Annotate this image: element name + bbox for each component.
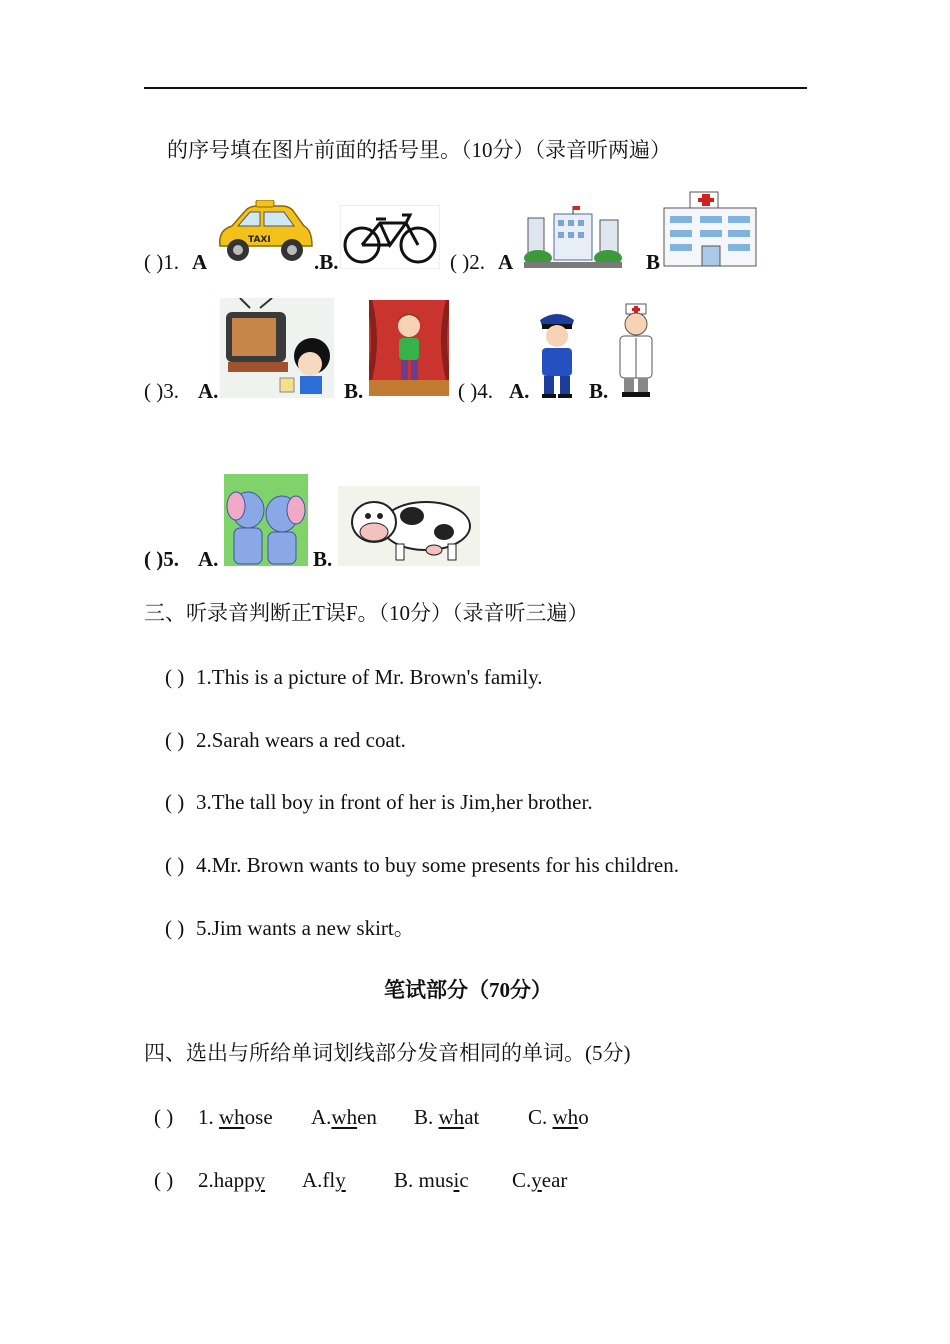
girl-singing-icon [369, 300, 449, 396]
s3-item3-text: 3.The tall boy in front of her is Jim,her brother. [196, 790, 593, 814]
q1-prefix: ( )1. [144, 250, 179, 274]
q2-prefix: ( )2. [450, 250, 485, 274]
s3-item2-text: 2.Sarah wears a red coat. [196, 728, 406, 752]
s4-q1-word: 1. whose [198, 1105, 273, 1129]
section4-title: 四、选出与所给单词划线部分发音相同的单词。(5分) [144, 1041, 631, 1065]
taxi-icon [212, 200, 316, 268]
q4-option-a: A. [509, 379, 530, 403]
q4-option-b: B. [589, 379, 609, 403]
city-buildings-icon [524, 206, 622, 268]
s3-item1-bracket: ( ) [165, 665, 185, 689]
q5-prefix: ( )5. [144, 547, 179, 571]
q3-prefix: ( )3. [144, 379, 179, 403]
q1-option-b: .B. [314, 250, 339, 274]
s3-item3-bracket: ( ) [165, 790, 185, 814]
doctor-icon [608, 302, 664, 398]
q5-option-b: B. [313, 547, 333, 571]
s4-q2-option-a: A.fly [302, 1168, 346, 1192]
s3-item5-bracket: ( ) [165, 916, 185, 940]
header-rule [144, 87, 807, 89]
s4-q2-bracket: ( ) [154, 1168, 174, 1192]
s3-item5-text: 5.Jim wants a new skirt。 [196, 916, 415, 940]
q3-option-b: B. [344, 379, 364, 403]
q2-option-b: B [646, 250, 661, 274]
s4-q2-option-c: C.year [512, 1168, 568, 1192]
hospital-icon [660, 190, 760, 268]
bicycle-icon [340, 205, 440, 269]
s4-q1-option-b: B. what [414, 1105, 480, 1129]
s3-item4-text: 4.Mr. Brown wants to buy some presents for his children. [196, 853, 679, 877]
written-part-title: 笔试部分（70分） [384, 978, 552, 1002]
section2-instruction: 的序号填在图片前面的括号里。（10分）（录音听两遍） [167, 138, 671, 162]
watching-tv-icon [220, 298, 334, 398]
s3-item2-bracket: ( ) [165, 728, 185, 752]
s4-q1-bracket: ( ) [154, 1105, 174, 1129]
q1-option-a: A [192, 250, 208, 274]
s4-q1-option-a: A.when [311, 1105, 377, 1129]
cow-icon [338, 486, 480, 566]
s3-item4-bracket: ( ) [165, 853, 185, 877]
q3-option-a: A. [198, 379, 219, 403]
policeman-icon [532, 306, 582, 398]
q2-option-a: A [498, 250, 514, 274]
svg-text:TAXI: TAXI [248, 235, 271, 245]
s4-q2-option-b: B. music [394, 1168, 469, 1192]
s4-q2-word: 2.happy [198, 1168, 266, 1192]
q4-prefix: ( )4. [458, 379, 493, 403]
s3-item1-text: 1.This is a picture of Mr. Brown's family. [196, 665, 543, 689]
s4-q1-option-c: C. who [528, 1105, 589, 1129]
section3-title: 三、听录音判断正T误F。（10分）（录音听三遍） [144, 601, 589, 625]
elephants-icon [224, 474, 308, 566]
q5-option-a: A. [198, 547, 219, 571]
